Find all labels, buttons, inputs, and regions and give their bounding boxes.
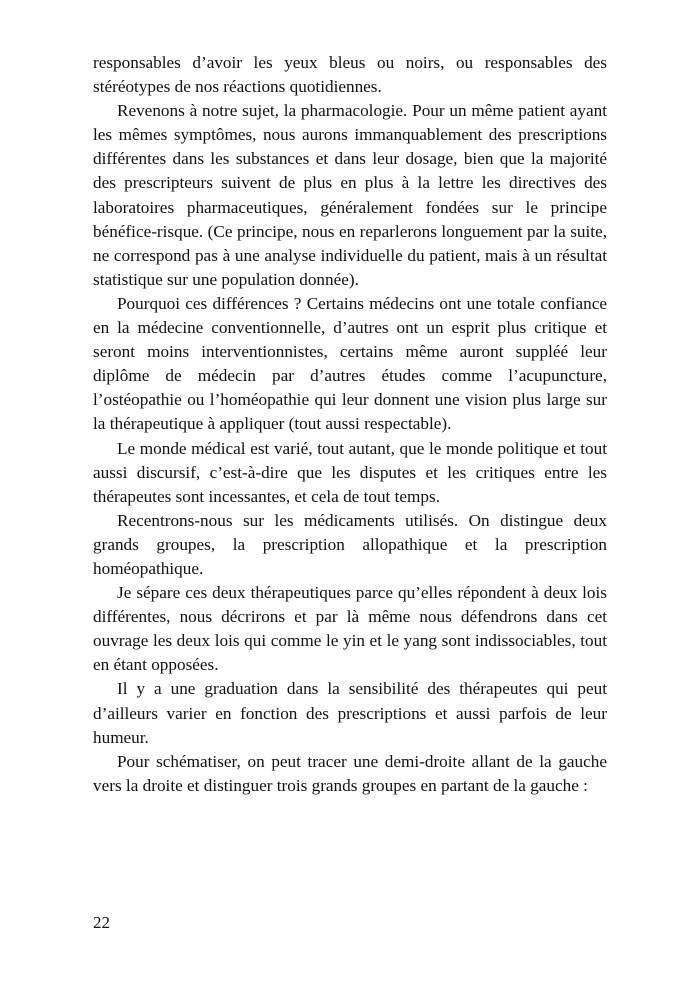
paragraph: Pour schématiser, on peut tracer une demi-droite allant de la gauche vers la droite et distinguer trois grands groupes en partant de la gauche : bbox=[93, 751, 607, 795]
paragraph: Je sépare ces deux thérapeutiques parce qu’elles répondent à deux lois différentes, nous décrirons et par là même nous défendrons dans cet ouvrage les deux lois qui comme le yin et le yang sont indissociables, tout en étant opposées. bbox=[93, 583, 607, 675]
body-text bbox=[93, 51, 607, 798]
paragraph: responsables d’avoir les yeux bleus ou noirs, ou responsables des stéréotypes de nos réactions quotidiennes. bbox=[93, 53, 607, 97]
paragraph: Revenons à notre sujet, la pharmacologie. Pour un même patient ayant les mêmes symptômes, nous aurons immanquablement des prescriptions différentes dans les substances et dans leur dosage, bien que la majorité des prescripteurs suivent de plus en plus à la lettre les directives des laboratoires pharmaceutiques, généralement fondées sur le principe bénéfice-risque. (Ce principe, nous en reparlerons longuement par la suite, ne correspond pas à une analyse individuelle du patient, mais à un résultat statistique sur une population donnée). bbox=[93, 101, 607, 289]
paragraph: Il y a une graduation dans la sensibilité des thérapeutes qui peut d’ailleurs varier en fonction des prescriptions et aussi parfois de leur humeur. bbox=[93, 679, 607, 747]
page-number: 22 bbox=[93, 913, 110, 932]
paragraph: Le monde médical est varié, tout autant, que le monde politique et tout aussi discursif, c’est-à-dire que les disputes et les critiques entre les thérapeutes sont incessantes, et cela de tout temps. bbox=[93, 438, 607, 506]
paragraph: Pourquoi ces différences ? Certains médecins ont une totale confiance en la médecine conventionnelle, d’autres ont un esprit plus critique et seront moins interventionnistes, certains même auront suppléé leur diplôme de médecin par d’autres études comme l’acupuncture, l’ostéopathie ou l’homéopathie qui leur donnent une vision plus large sur la thérapeutique à appliquer (tout aussi respectable). bbox=[93, 293, 607, 434]
paragraph: Recentrons-nous sur les médicaments utilisés. On distingue deux grands groupes, la prescription allopathique et la prescription homéopathique. bbox=[93, 510, 607, 578]
